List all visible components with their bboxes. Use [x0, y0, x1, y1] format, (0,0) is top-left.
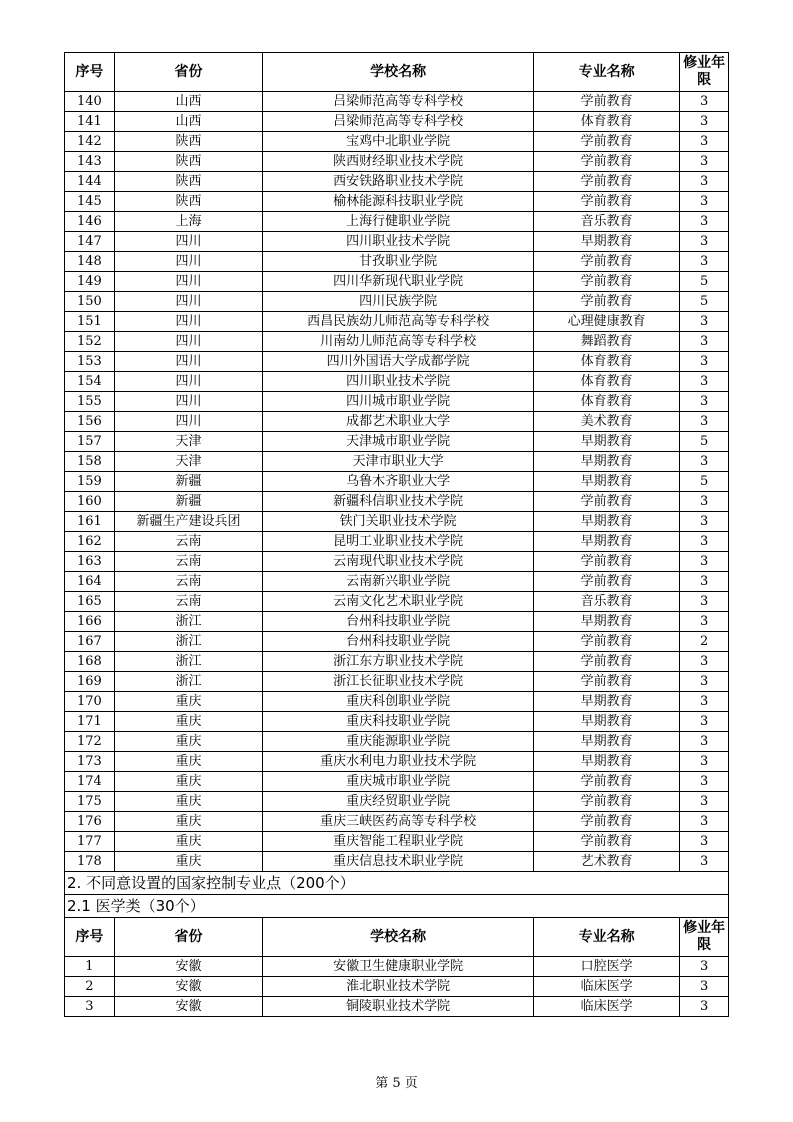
cell-no: 177: [65, 832, 115, 852]
cell-major: 早期教育: [534, 512, 680, 532]
cell-duration: 3: [680, 352, 729, 372]
cell-major: 学前教育: [534, 792, 680, 812]
cell-duration: 3: [680, 732, 729, 752]
header-province: 省份: [114, 53, 262, 92]
table-row: [65, 312, 729, 332]
cell-school: 榆林能源科技职业学院: [263, 192, 534, 212]
cell-school: 川南幼儿师范高等专科学校: [263, 332, 534, 352]
cell-major: 早期教育: [534, 752, 680, 772]
table-row: [65, 472, 729, 492]
program-table: [64, 52, 729, 1017]
cell-duration: 3: [680, 712, 729, 732]
cell-no: 168: [65, 652, 115, 672]
page-footer: 第 5 页: [375, 1076, 418, 1091]
table-row: [65, 572, 729, 592]
cell-school: 重庆科技职业学院: [263, 712, 534, 732]
cell-major: 早期教育: [534, 532, 680, 552]
cell-no: 141: [65, 112, 115, 132]
cell-province: 新疆: [114, 492, 262, 512]
cell-major: 临床医学: [534, 997, 680, 1017]
cell-duration: 3: [680, 452, 729, 472]
cell-duration: 3: [680, 997, 729, 1017]
cell-major: 早期教育: [534, 472, 680, 492]
cell-school: 四川城市职业学院: [263, 392, 534, 412]
cell-major: 体育教育: [534, 112, 680, 132]
cell-duration: 3: [680, 572, 729, 592]
cell-no: 148: [65, 252, 115, 272]
header-no: 序号: [65, 918, 115, 957]
cell-no: 157: [65, 432, 115, 452]
cell-province: 重庆: [114, 832, 262, 852]
cell-major: 早期教育: [534, 432, 680, 452]
cell-no: 153: [65, 352, 115, 372]
cell-no: 164: [65, 572, 115, 592]
cell-major: 学前教育: [534, 772, 680, 792]
cell-school: 台州科技职业学院: [263, 612, 534, 632]
table-row: [65, 352, 729, 372]
header-duration: 修业年限: [680, 918, 729, 957]
cell-school: 乌鲁木齐职业大学: [263, 472, 534, 492]
cell-no: 154: [65, 372, 115, 392]
table-row: [65, 812, 729, 832]
cell-major: 学前教育: [534, 132, 680, 152]
cell-major: 早期教育: [534, 612, 680, 632]
table-row: [65, 452, 729, 472]
cell-province: 云南: [114, 572, 262, 592]
cell-no: 163: [65, 552, 115, 572]
cell-duration: 3: [680, 957, 729, 977]
cell-school: 天津城市职业学院: [263, 432, 534, 452]
cell-school: 天津市职业大学: [263, 452, 534, 472]
table-row: [65, 712, 729, 732]
cell-province: 上海: [114, 212, 262, 232]
cell-duration: 3: [680, 172, 729, 192]
cell-no: 145: [65, 192, 115, 212]
cell-no: 178: [65, 852, 115, 872]
cell-no: 159: [65, 472, 115, 492]
section-title: 2. 不同意设置的国家控制专业点（200个）: [65, 872, 729, 895]
cell-province: 四川: [114, 372, 262, 392]
cell-duration: 3: [680, 852, 729, 872]
table-body-approved: [65, 92, 729, 872]
cell-no: 144: [65, 172, 115, 192]
cell-province: 山西: [114, 112, 262, 132]
cell-duration: 3: [680, 652, 729, 672]
cell-duration: 3: [680, 152, 729, 172]
table-row: [65, 372, 729, 392]
cell-province: 四川: [114, 292, 262, 312]
cell-province: 四川: [114, 232, 262, 252]
cell-major: 学前教育: [534, 652, 680, 672]
cell-no: 2: [65, 977, 115, 997]
cell-major: 音乐教育: [534, 212, 680, 232]
cell-duration: 3: [680, 212, 729, 232]
table-row: [65, 392, 729, 412]
cell-duration: 3: [680, 592, 729, 612]
cell-school: 四川华新现代职业学院: [263, 272, 534, 292]
cell-duration: 3: [680, 692, 729, 712]
cell-school: 重庆信息技术职业学院: [263, 852, 534, 872]
cell-province: 新疆生产建设兵团: [114, 512, 262, 532]
cell-major: 学前教育: [534, 152, 680, 172]
cell-no: 173: [65, 752, 115, 772]
cell-province: 重庆: [114, 812, 262, 832]
cell-no: 169: [65, 672, 115, 692]
table-row: [65, 732, 729, 752]
cell-no: 174: [65, 772, 115, 792]
cell-major: 体育教育: [534, 352, 680, 372]
cell-school: 西昌民族幼儿师范高等专科学校: [263, 312, 534, 332]
cell-school: 淮北职业技术学院: [263, 977, 534, 997]
cell-duration: 3: [680, 977, 729, 997]
cell-school: 云南文化艺术职业学院: [263, 592, 534, 612]
cell-major: 体育教育: [534, 372, 680, 392]
table-row: [65, 672, 729, 692]
cell-duration: 3: [680, 92, 729, 112]
cell-major: 学前教育: [534, 272, 680, 292]
cell-school: 重庆水利电力职业技术学院: [263, 752, 534, 772]
cell-province: 四川: [114, 392, 262, 412]
cell-school: 安徽卫生健康职业学院: [263, 957, 534, 977]
table-row: [65, 192, 729, 212]
cell-province: 浙江: [114, 612, 262, 632]
cell-province: 重庆: [114, 752, 262, 772]
cell-no: 146: [65, 212, 115, 232]
cell-no: 152: [65, 332, 115, 352]
table-row: [65, 977, 729, 997]
cell-school: 重庆智能工程职业学院: [263, 832, 534, 852]
cell-province: 山西: [114, 92, 262, 112]
table-row: [65, 332, 729, 352]
cell-major: 早期教育: [534, 232, 680, 252]
table-row: [65, 792, 729, 812]
cell-school: 重庆科创职业学院: [263, 692, 534, 712]
cell-province: 新疆: [114, 472, 262, 492]
cell-duration: 3: [680, 532, 729, 552]
cell-no: 149: [65, 272, 115, 292]
cell-duration: 3: [680, 412, 729, 432]
cell-major: 早期教育: [534, 732, 680, 752]
cell-duration: 3: [680, 772, 729, 792]
header-school: 学校名称: [263, 53, 534, 92]
cell-duration: 3: [680, 792, 729, 812]
cell-no: 151: [65, 312, 115, 332]
cell-province: 天津: [114, 432, 262, 452]
cell-school: 陕西财经职业技术学院: [263, 152, 534, 172]
cell-no: 175: [65, 792, 115, 812]
table-row: [65, 432, 729, 452]
cell-duration: 3: [680, 192, 729, 212]
table-row: [65, 272, 729, 292]
table-row: [65, 112, 729, 132]
cell-duration: 3: [680, 812, 729, 832]
cell-province: 安徽: [114, 977, 262, 997]
cell-no: 3: [65, 997, 115, 1017]
cell-province: 浙江: [114, 632, 262, 652]
cell-province: 安徽: [114, 997, 262, 1017]
document-page: [64, 52, 729, 1017]
table-row: [65, 772, 729, 792]
header-school: 学校名称: [263, 918, 534, 957]
cell-major: 舞蹈教育: [534, 332, 680, 352]
cell-province: 四川: [114, 352, 262, 372]
subsection-row: [65, 895, 729, 918]
cell-major: 学前教育: [534, 292, 680, 312]
cell-no: 165: [65, 592, 115, 612]
cell-school: 铁门关职业技术学院: [263, 512, 534, 532]
table-row: [65, 612, 729, 632]
cell-school: 四川外国语大学成都学院: [263, 352, 534, 372]
table-row: [65, 532, 729, 552]
cell-school: 铜陵职业技术学院: [263, 997, 534, 1017]
cell-duration: 5: [680, 432, 729, 452]
cell-school: 甘孜职业学院: [263, 252, 534, 272]
table-body-medical: [65, 957, 729, 1017]
table-row: [65, 692, 729, 712]
cell-province: 重庆: [114, 792, 262, 812]
cell-no: 1: [65, 957, 115, 977]
cell-duration: 5: [680, 292, 729, 312]
cell-school: 重庆经贸职业学院: [263, 792, 534, 812]
cell-school: 上海行健职业学院: [263, 212, 534, 232]
cell-no: 176: [65, 812, 115, 832]
cell-major: 学前教育: [534, 812, 680, 832]
table-row: [65, 852, 729, 872]
header-no: 序号: [65, 53, 115, 92]
cell-duration: 3: [680, 492, 729, 512]
cell-major: 学前教育: [534, 552, 680, 572]
cell-no: 143: [65, 152, 115, 172]
cell-no: 161: [65, 512, 115, 532]
header-major: 专业名称: [534, 53, 680, 92]
table-row: [65, 152, 729, 172]
table-row: [65, 492, 729, 512]
cell-no: 150: [65, 292, 115, 312]
table-row: [65, 997, 729, 1017]
cell-major: 学前教育: [534, 492, 680, 512]
cell-duration: 3: [680, 112, 729, 132]
cell-school: 云南新兴职业学院: [263, 572, 534, 592]
cell-major: 体育教育: [534, 392, 680, 412]
cell-duration: 3: [680, 552, 729, 572]
cell-no: 156: [65, 412, 115, 432]
cell-duration: 3: [680, 232, 729, 252]
cell-school: 四川职业技术学院: [263, 372, 534, 392]
cell-school: 吕梁师范高等专科学校: [263, 92, 534, 112]
table-row: [65, 292, 729, 312]
cell-school: 浙江东方职业技术学院: [263, 652, 534, 672]
cell-no: 155: [65, 392, 115, 412]
header-province: 省份: [114, 918, 262, 957]
table-header-row-2: [65, 918, 729, 957]
cell-major: 艺术教育: [534, 852, 680, 872]
table-row: [65, 752, 729, 772]
table-row: [65, 132, 729, 152]
table-header-row: [65, 53, 729, 92]
table-row: [65, 92, 729, 112]
cell-major: 学前教育: [534, 572, 680, 592]
cell-no: 160: [65, 492, 115, 512]
cell-school: 台州科技职业学院: [263, 632, 534, 652]
cell-province: 陕西: [114, 192, 262, 212]
cell-province: 云南: [114, 552, 262, 572]
cell-duration: 3: [680, 752, 729, 772]
cell-province: 重庆: [114, 772, 262, 792]
table-row: [65, 652, 729, 672]
table-row: [65, 212, 729, 232]
cell-no: 147: [65, 232, 115, 252]
cell-province: 重庆: [114, 852, 262, 872]
cell-school: 成都艺术职业大学: [263, 412, 534, 432]
table-row: [65, 632, 729, 652]
cell-school: 重庆三峡医药高等专科学校: [263, 812, 534, 832]
cell-school: 西安铁路职业技术学院: [263, 172, 534, 192]
cell-duration: 3: [680, 512, 729, 532]
cell-school: 宝鸡中北职业学院: [263, 132, 534, 152]
cell-school: 云南现代职业技术学院: [263, 552, 534, 572]
cell-major: 口腔医学: [534, 957, 680, 977]
cell-duration: 3: [680, 372, 729, 392]
cell-major: 音乐教育: [534, 592, 680, 612]
cell-no: 167: [65, 632, 115, 652]
table-row: [65, 957, 729, 977]
cell-duration: 3: [680, 832, 729, 852]
cell-no: 140: [65, 92, 115, 112]
cell-major: 学前教育: [534, 632, 680, 652]
cell-duration: 3: [680, 612, 729, 632]
cell-no: 158: [65, 452, 115, 472]
header-duration: 修业年限: [680, 53, 729, 92]
cell-province: 四川: [114, 312, 262, 332]
cell-duration: 3: [680, 132, 729, 152]
section-row: [65, 872, 729, 895]
cell-province: 陕西: [114, 152, 262, 172]
cell-province: 浙江: [114, 652, 262, 672]
cell-duration: 5: [680, 272, 729, 292]
table-row: [65, 232, 729, 252]
cell-province: 四川: [114, 412, 262, 432]
cell-school: 新疆科信职业技术学院: [263, 492, 534, 512]
cell-province: 陕西: [114, 132, 262, 152]
header-major: 专业名称: [534, 918, 680, 957]
cell-duration: 5: [680, 472, 729, 492]
cell-province: 四川: [114, 272, 262, 292]
cell-school: 四川民族学院: [263, 292, 534, 312]
cell-duration: 3: [680, 332, 729, 352]
cell-major: 美术教育: [534, 412, 680, 432]
cell-duration: 3: [680, 252, 729, 272]
cell-school: 重庆城市职业学院: [263, 772, 534, 792]
cell-duration: 3: [680, 392, 729, 412]
cell-major: 临床医学: [534, 977, 680, 997]
cell-major: 学前教育: [534, 832, 680, 852]
cell-major: 心理健康教育: [534, 312, 680, 332]
cell-school: 昆明工业职业技术学院: [263, 532, 534, 552]
cell-duration: 3: [680, 672, 729, 692]
cell-duration: 3: [680, 312, 729, 332]
cell-no: 162: [65, 532, 115, 552]
cell-province: 天津: [114, 452, 262, 472]
cell-school: 重庆能源职业学院: [263, 732, 534, 752]
table-row: [65, 412, 729, 432]
cell-no: 142: [65, 132, 115, 152]
cell-no: 172: [65, 732, 115, 752]
table-row: [65, 832, 729, 852]
cell-major: 学前教育: [534, 92, 680, 112]
table-row: [65, 172, 729, 192]
cell-province: 四川: [114, 332, 262, 352]
table-row: [65, 592, 729, 612]
cell-province: 重庆: [114, 732, 262, 752]
cell-no: 171: [65, 712, 115, 732]
cell-major: 学前教育: [534, 172, 680, 192]
table-row: [65, 252, 729, 272]
cell-school: 吕梁师范高等专科学校: [263, 112, 534, 132]
cell-major: 早期教育: [534, 452, 680, 472]
cell-province: 浙江: [114, 672, 262, 692]
cell-major: 学前教育: [534, 252, 680, 272]
cell-duration: 2: [680, 632, 729, 652]
cell-province: 云南: [114, 592, 262, 612]
cell-province: 四川: [114, 252, 262, 272]
cell-major: 学前教育: [534, 192, 680, 212]
cell-major: 早期教育: [534, 692, 680, 712]
cell-major: 早期教育: [534, 712, 680, 732]
cell-province: 陕西: [114, 172, 262, 192]
cell-province: 云南: [114, 532, 262, 552]
cell-province: 重庆: [114, 692, 262, 712]
table-row: [65, 552, 729, 572]
cell-province: 安徽: [114, 957, 262, 977]
cell-school: 浙江长征职业技术学院: [263, 672, 534, 692]
cell-no: 170: [65, 692, 115, 712]
cell-province: 重庆: [114, 712, 262, 732]
subsection-title: 2.1 医学类（30个）: [65, 895, 729, 918]
cell-major: 学前教育: [534, 672, 680, 692]
cell-school: 四川职业技术学院: [263, 232, 534, 252]
cell-no: 166: [65, 612, 115, 632]
table-row: [65, 512, 729, 532]
